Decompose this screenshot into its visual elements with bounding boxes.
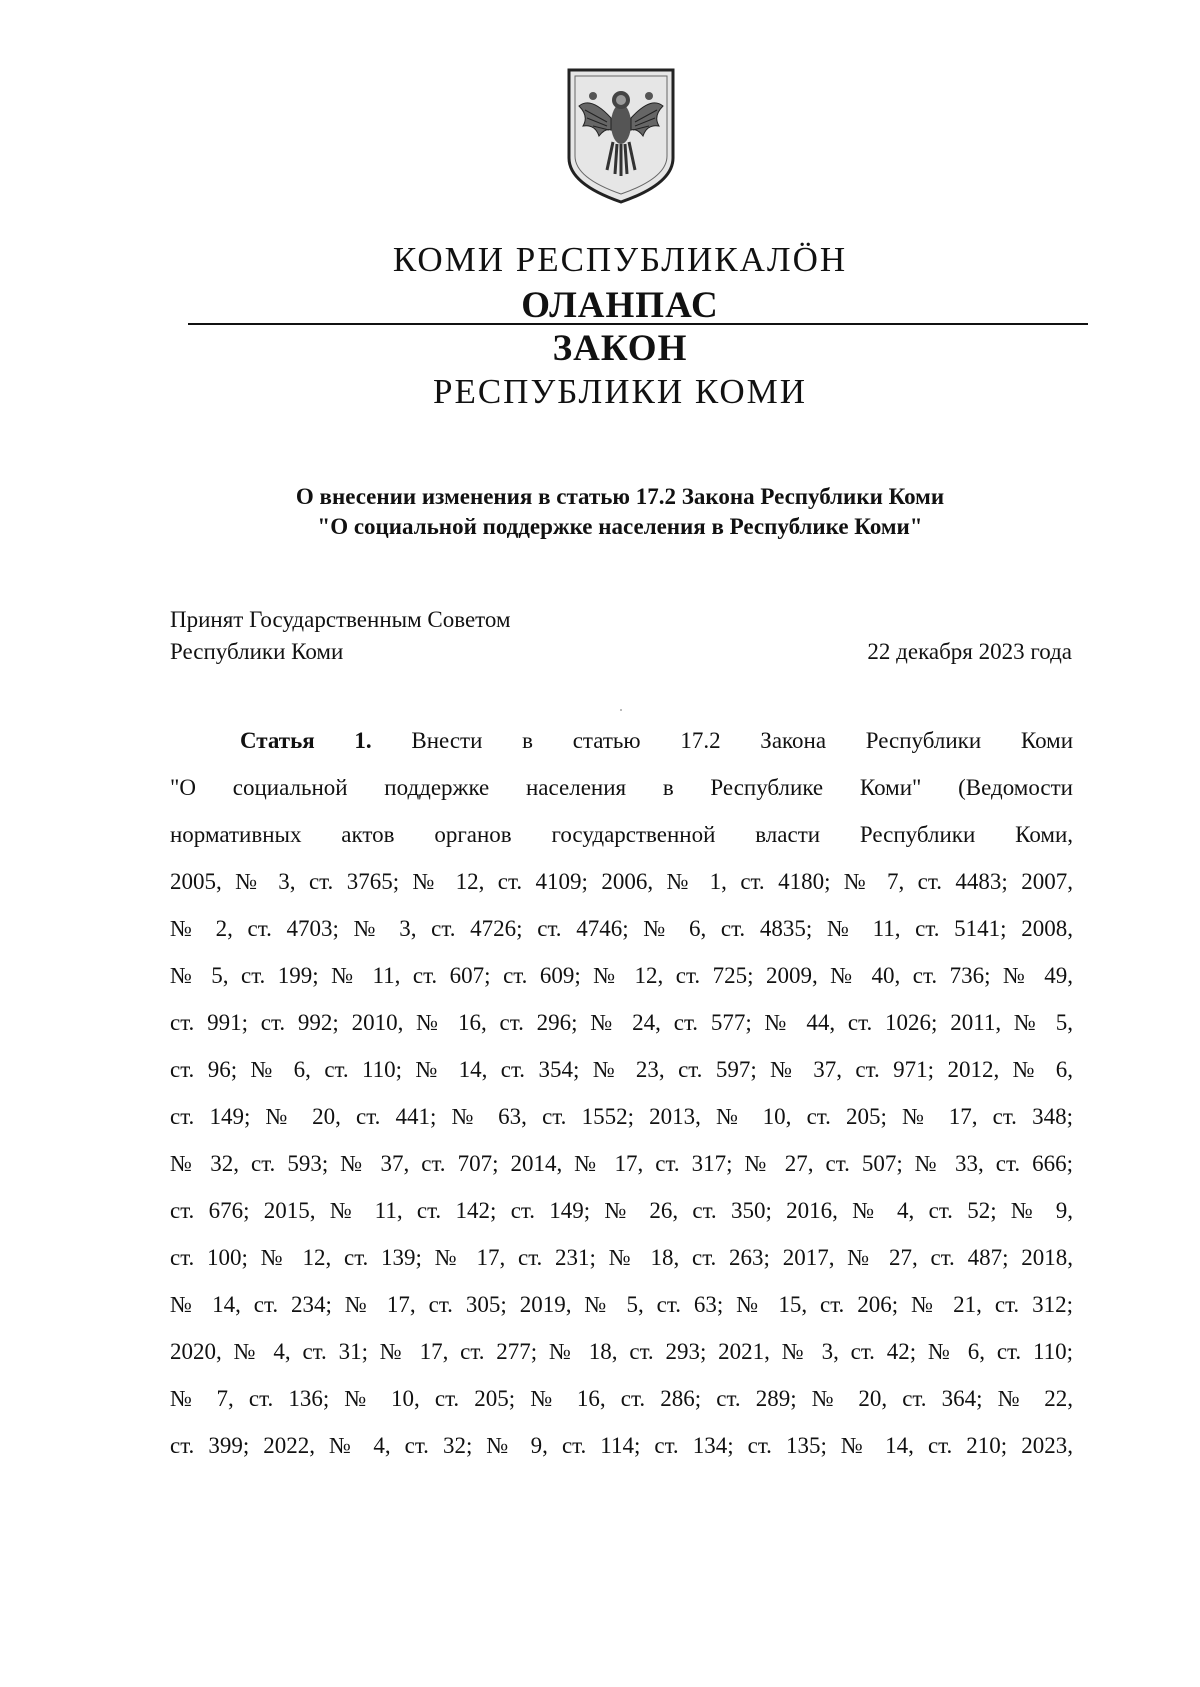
article-line: "О социальной поддержке населения в Республике Коми" (Ведомости — [170, 775, 1073, 800]
law-title-line-1: О внесении изменения в статью 17.2 Закона Республики Коми — [295, 484, 945, 509]
article-line-text: Внести в статью 17.2 Закона Республики Коми — [411, 728, 1073, 753]
article-line: ст. 991; ст. 992; 2010, № 16, ст. 296; № 24, ст. 577; № 44, ст. 1026; 2011, № 5, — [170, 1010, 1073, 1035]
article-line — [240, 728, 1073, 758]
article-line: № 14, ст. 234; № 17, ст. 305; 2019, № 5, ст. 63; № 15, ст. 206; № 21, ст. 312; — [170, 1292, 1073, 1317]
header-olanpas: ОЛАНПАС — [521, 285, 719, 326]
law-title-line-2: "О социальной поддержке населения в Республике Коми" — [317, 514, 923, 539]
article-line: 2020, № 4, ст. 31; № 17, ст. 277; № 18, ст. 293; 2021, № 3, ст. 42; № 6, ст. 110; — [170, 1339, 1073, 1364]
article-line: нормативных актов органов государственной власти Республики Коми, — [170, 822, 1073, 847]
article-line: ст. 96; № 6, ст. 110; № 14, ст. 354; № 23, ст. 597; № 37, ст. 971; 2012, № 6, — [170, 1057, 1073, 1082]
adopted-by-line-2: Республики Коми — [170, 639, 344, 664]
header-zakon: ЗАКОН — [552, 328, 688, 369]
article-line: ст. 100; № 12, ст. 139; № 17, ст. 231; № 18, ст. 263; 2017, № 27, ст. 487; 2018, — [170, 1245, 1073, 1270]
article-line: ст. 676; 2015, № 11, ст. 142; ст. 149; № 26, ст. 350; 2016, № 4, ст. 52; № 9, — [170, 1198, 1073, 1223]
article-line: ст. 399; 2022, № 4, ст. 32; № 9, ст. 114; ст. 134; ст. 135; № 14, ст. 210; 2023, — [170, 1433, 1073, 1458]
article-label: Статья 1. — [240, 728, 372, 753]
header-republic-komi: РЕСПУБЛИКИ КОМИ — [432, 372, 807, 411]
coat-of-arms-icon — [563, 66, 679, 206]
adoption-date: 22 декабря 2023 года — [867, 639, 1072, 664]
header-divider — [188, 323, 1088, 325]
article-line: № 5, ст. 199; № 11, ст. 607; ст. 609; № 12, ст. 725; 2009, № 40, ст. 736; № 49, — [170, 963, 1073, 988]
article-line: № 32, ст. 593; № 37, ст. 707; 2014, № 17, ст. 317; № 27, ст. 507; № 33, ст. 666; — [170, 1151, 1073, 1176]
scan-speck — [620, 709, 622, 711]
article-line: ст. 149; № 20, ст. 441; № 63, ст. 1552; 2013, № 10, ст. 205; № 17, ст. 348; — [170, 1104, 1073, 1129]
article-line: 2005, № 3, ст. 3765; № 12, ст. 4109; 2006, № 1, ст. 4180; № 7, ст. 4483; 2007, — [170, 869, 1073, 894]
article-line: № 7, ст. 136; № 10, ст. 205; № 16, ст. 286; ст. 289; № 20, ст. 364; № 22, — [170, 1386, 1073, 1411]
header-komi-republic: КОМИ РЕСПУБЛИКАЛÖН — [392, 240, 848, 279]
adopted-by-line-1: Принят Государственным Советом — [170, 607, 511, 632]
article-line: № 2, ст. 4703; № 3, ст. 4726; ст. 4746; № 6, ст. 4835; № 11, ст. 5141; 2008, — [170, 916, 1073, 941]
